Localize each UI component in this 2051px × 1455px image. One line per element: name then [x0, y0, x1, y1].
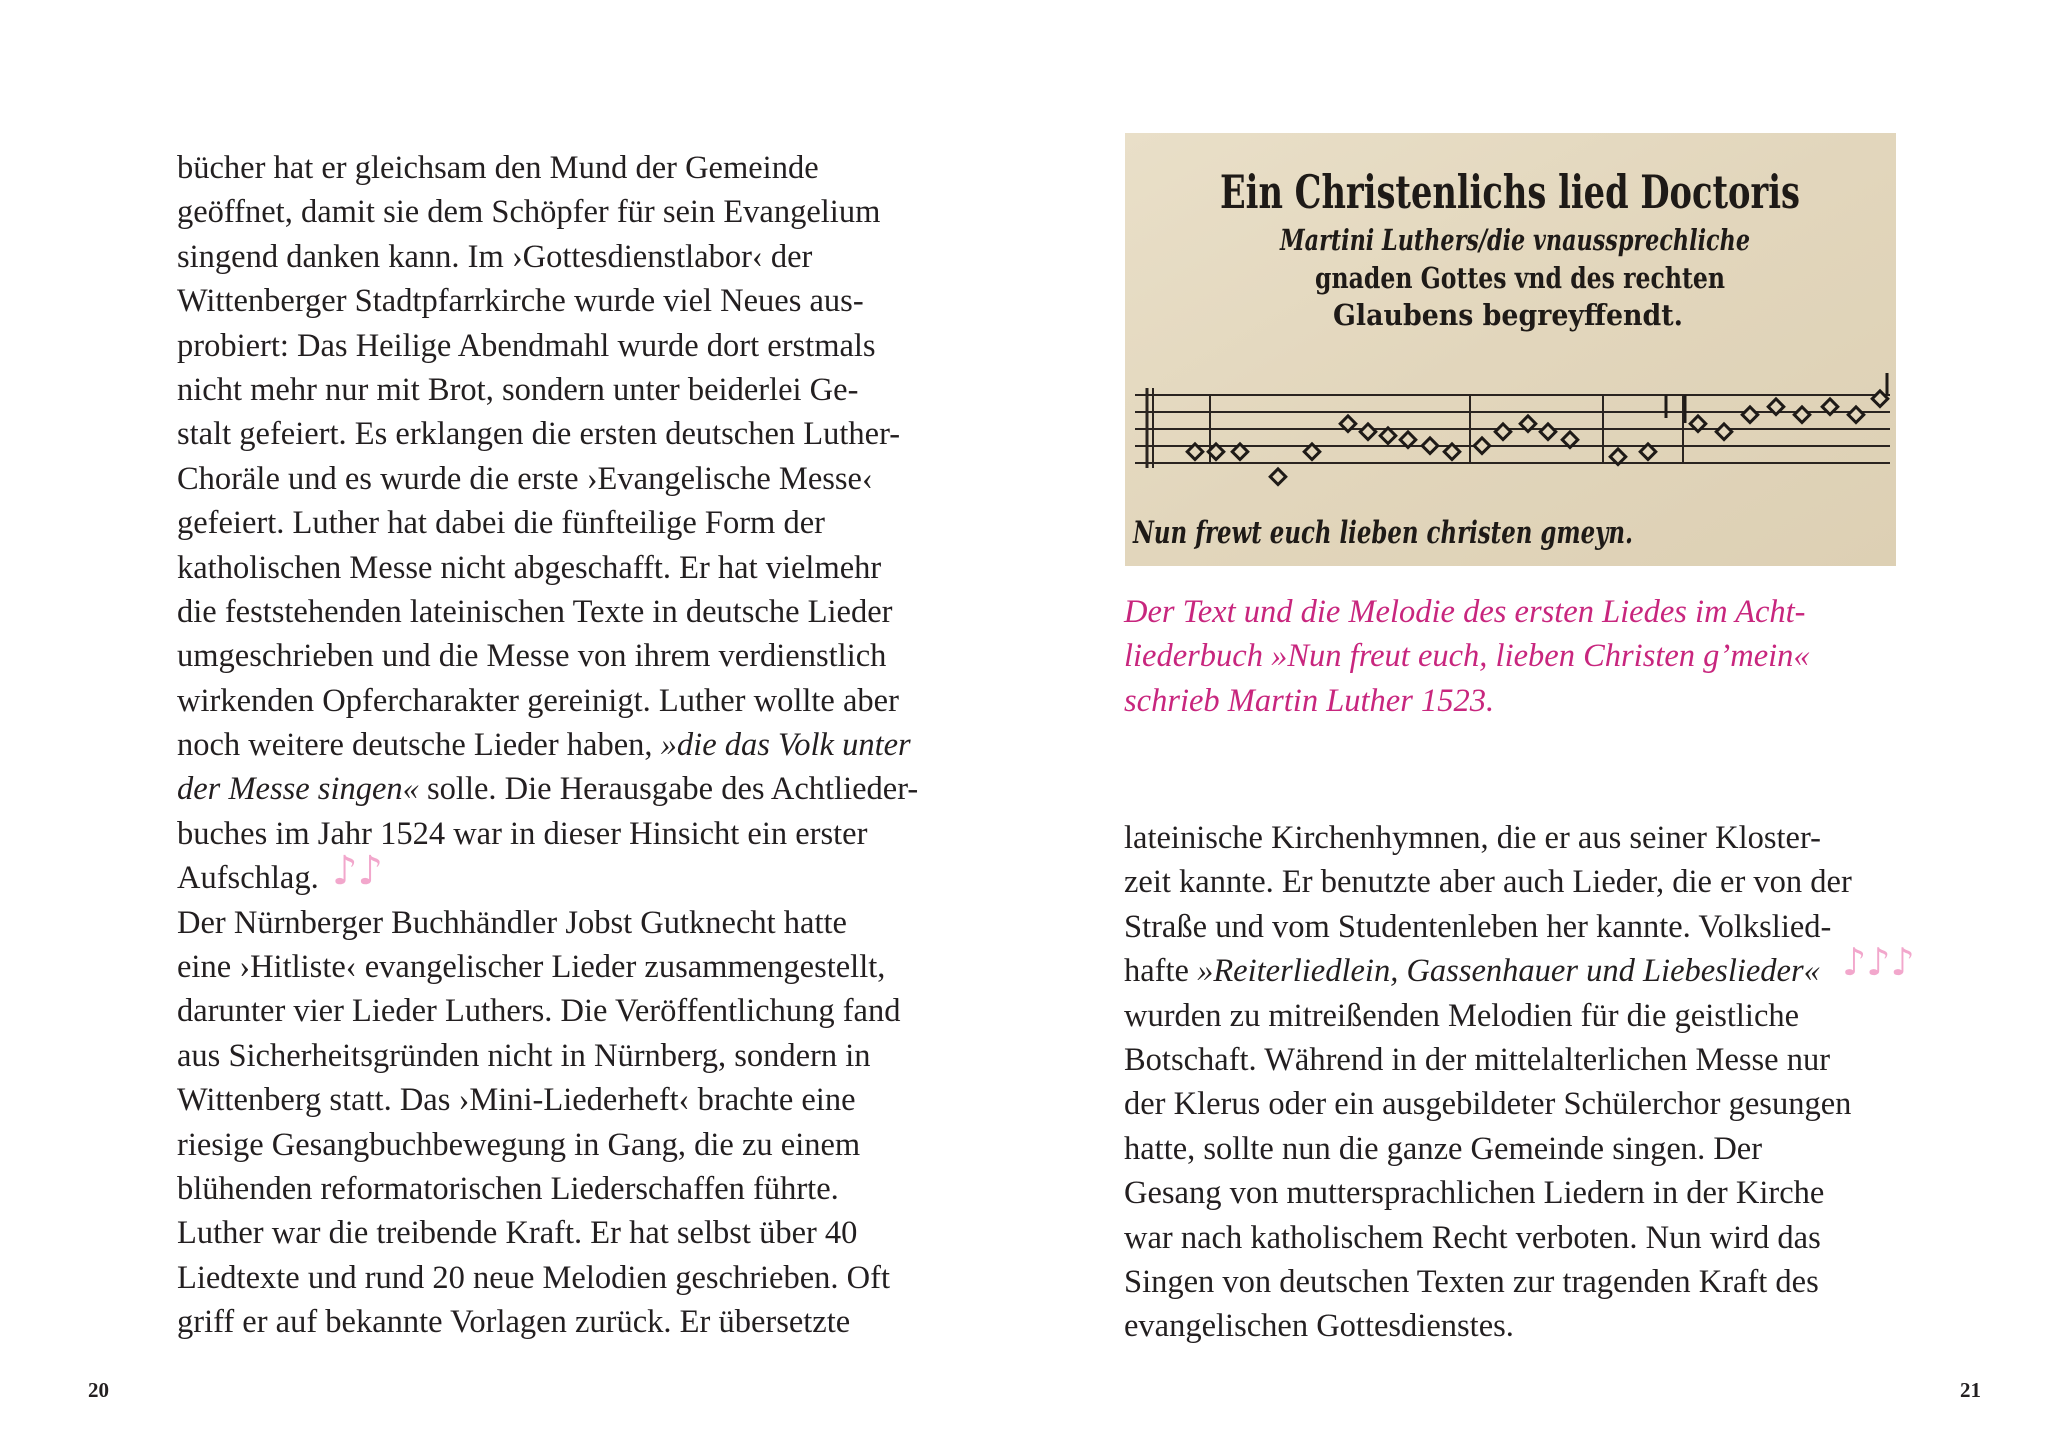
caption-line: schrieb Martin Luther 1523. [1124, 682, 1495, 719]
quote-segment: der Messe singen« [177, 771, 419, 808]
left-page [0, 0, 1025, 1455]
text-line [177, 634, 918, 678]
figure-caption [1124, 590, 1810, 723]
text-line [177, 901, 918, 945]
text-segment: nicht mehr nur mit Brot, sondern unter beiderlei Ge- [177, 371, 859, 408]
text-segment: darunter vier Lieder Luthers. Die Veröffentlichung fand [177, 993, 901, 1030]
text-segment: Gesang von muttersprachlichen Liedern in der Kirche [1124, 1175, 1825, 1212]
text-segment: war nach katholischem Recht verboten. Nun wird das [1124, 1219, 1821, 1256]
text-line [177, 856, 918, 900]
text-line [1124, 994, 1852, 1038]
text-line [177, 235, 918, 279]
text-line [1124, 1260, 1852, 1304]
hymn-heading-line-4: Glaubens begreyffendt. [1333, 298, 1683, 332]
text-line [1124, 1127, 1852, 1171]
text-line [177, 1300, 918, 1344]
hymn-heading-line-3: gnaden Gottes vnd des rechten [1315, 261, 1725, 295]
text-segment: probiert: Das Heilige Abendmahl wurde dort erstmals [177, 327, 876, 364]
text-line [1124, 816, 1852, 860]
text-segment: Choräle und es wurde die erste ›Evangelische Messe‹ [177, 460, 873, 497]
text-segment: die feststehenden lateinischen Texte in deutsche Lieder [177, 593, 893, 630]
text-line [1124, 1304, 1852, 1348]
caption-line: Der Text und die Melodie des ersten Liedes im Acht- [1124, 594, 1806, 630]
text-segment: Luther war die treibende Kraft. Er hat selbst über 40 [177, 1215, 858, 1252]
text-line [177, 501, 918, 545]
text-segment: bücher hat er gleichsam den Mund der Gemeinde [177, 150, 819, 186]
text-line [177, 1034, 918, 1078]
text-line [177, 679, 918, 723]
text-line [1124, 905, 1852, 949]
text-line [177, 1167, 918, 1211]
text-segment: solle. Die Herausgabe des Achtlieder- [418, 771, 919, 808]
text-line [177, 412, 918, 456]
text-segment: Singen von deutschen Texten zur tragenden Kraft des [1124, 1263, 1819, 1300]
text-line [1124, 1171, 1852, 1215]
text-segment: griff er auf bekannte Vorlagen zurück. Er übersetzte [177, 1304, 851, 1341]
hymn-heading-line-2: Martini Luthers/die vnaussprechliche [1279, 223, 1750, 257]
text-segment: wirkenden Opfercharakter gereinigt. Luther wollte aber [177, 682, 899, 719]
text-line [177, 368, 918, 412]
text-line [177, 723, 918, 767]
text-segment: Straße und vom Studentenleben her kannte. Volkslied- [1124, 908, 1832, 945]
text-line [177, 457, 918, 501]
text-segment: Botschaft. Während in der mittelalterlichen Messe nur [1124, 1041, 1831, 1078]
text-segment: buches im Jahr 1524 war in dieser Hinsicht ein erster [177, 815, 868, 852]
hymn-woodcut-image [1125, 133, 1896, 566]
text-line [177, 989, 918, 1033]
text-line [177, 590, 918, 634]
page-number: 21 [1960, 1378, 1981, 1402]
text-segment: zeit kannte. Er benutzte aber auch Lieder, die er von der [1124, 864, 1852, 901]
music-notes-icon: ♪♪♪ [1842, 940, 1915, 984]
text-line [1124, 949, 1852, 993]
text-segment: Aufschlag. [177, 860, 319, 897]
text-line [177, 1256, 918, 1300]
text-segment: evangelischen Gottesdienstes. [1124, 1308, 1514, 1345]
text-segment: singend danken kann. Im ›Gottesdienstlabor‹ der [177, 238, 813, 275]
text-line [1124, 1038, 1852, 1082]
text-line [1124, 1082, 1852, 1126]
text-segment: eine ›Hitliste‹ evangelischer Lieder zusammengestellt, [177, 949, 886, 986]
text-line [177, 190, 918, 234]
text-segment: lateinische Kirchenhymnen, die er aus seiner Kloster- [1124, 820, 1821, 856]
text-segment: noch weitere deutsche Lieder haben, [177, 727, 661, 764]
quote-segment: »Reiterliedlein, Gassenhauer und Liebeslieder« [1197, 953, 1820, 990]
left-body-text [177, 146, 918, 1345]
text-line [177, 324, 918, 368]
text-segment: Liedtexte und rund 20 neue Melodien geschrieben. Oft [177, 1259, 890, 1296]
text-segment: stalt gefeiert. Es erklangen die ersten deutschen Luther- [177, 416, 901, 453]
text-segment: katholischen Messe nicht abgeschafft. Er hat vielmehr [177, 549, 882, 586]
caption-line: liederbuch »Nun freut euch, lieben Christen g’mein« [1124, 638, 1810, 675]
text-line [177, 279, 918, 323]
text-segment: hatte, sollte nun die ganze Gemeinde singen. Der [1124, 1130, 1763, 1167]
text-segment: geöffnet, damit sie dem Schöpfer für sein Evangelium [177, 194, 881, 231]
page-number: 20 [88, 1378, 109, 1402]
text-segment: aus Sicherheitsgründen nicht in Nürnberg, sondern in [177, 1037, 871, 1074]
text-segment: hafte [1124, 953, 1198, 990]
text-segment: blühenden reformatorischen Liederschaffen führte. [177, 1170, 839, 1207]
text-segment: der Klerus oder ein ausgebildeter Schülerchor gesungen [1124, 1086, 1852, 1123]
text-segment: Der Nürnberger Buchhändler Jobst Gutknecht hatte [177, 904, 847, 941]
text-line [177, 945, 918, 989]
text-line [177, 546, 918, 590]
text-line [1124, 1216, 1852, 1260]
text-line [177, 812, 918, 856]
hymn-lyric: Nun frewt euch lieben christen gmeyn. [1132, 515, 1633, 551]
quote-segment: »die das Volk unter [660, 727, 911, 764]
text-segment: gefeiert. Luther hat dabei die fünfteilige Form der [177, 505, 825, 542]
text-segment: umgeschrieben und die Messe von ihrem verdienstlich [177, 638, 887, 675]
text-segment: riesige Gesangbuchbewegung in Gang, die zu einem [177, 1126, 861, 1163]
text-line [177, 1211, 918, 1255]
right-body-text [1124, 816, 1852, 1349]
text-line [177, 146, 918, 190]
text-line [177, 1078, 918, 1122]
text-segment: Wittenberger Stadtpfarrkirche wurde viel Neues aus- [177, 283, 864, 320]
text-line [1124, 860, 1852, 904]
hymn-heading-line-1: Ein Christenlichs lied Doctoris [1220, 165, 1800, 219]
text-segment: Wittenberg statt. Das ›Mini-Liederheft‹ brachte eine [177, 1082, 856, 1119]
text-line [177, 767, 918, 811]
music-notes-icon: ♪♪ [332, 848, 384, 894]
text-line [177, 1123, 918, 1167]
text-segment: wurden zu mitreißenden Melodien für die geistliche [1124, 997, 1800, 1034]
